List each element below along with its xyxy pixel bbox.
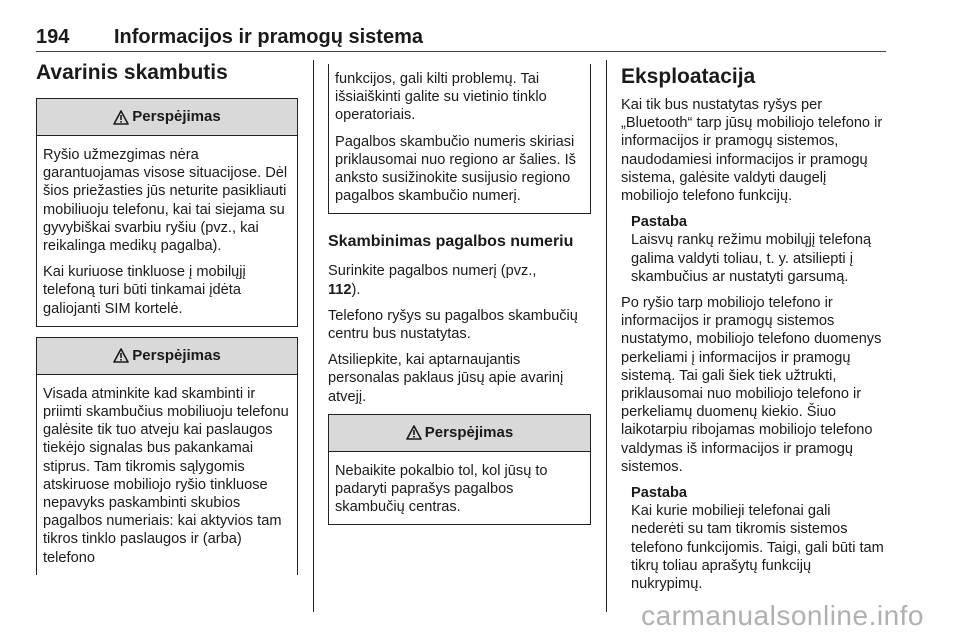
paragraph-text: Surinkite pagalbos numerį (pvz., — [328, 263, 537, 280]
warning-triangle-icon — [113, 110, 129, 125]
warning-text: Visada atminkite kad skambinti ir priimti skambučius mobiliuoju telefonu galėsite tik tuo atveju kai paslaugos tiekėjo signalas bus pakankamai stiprus. Tam tikromis sąlygomis atskiruose mobiliojo ryšio tinkluose nepavyks paskambinti skubios pagalbos numeriais: kai aktyvios tam tikros tinklo paslaugos ir (arba) telefono — [43, 385, 289, 566]
warning-text: Ryšio užmezgimas nėra garantuojamas visose situacijose. Dėl šios priežasties jūs neturite pasikliauti mobiliuoju telefonu, kai tai siejama su gyvybiškai svarbiu ryšiu (pvz., kai reikalinga medikų pagalba). — [43, 147, 288, 255]
warning-box-3 — [328, 414, 591, 526]
section-title-operation: Eksploatacija — [621, 65, 756, 88]
page-header — [36, 26, 926, 52]
note-label: Pastaba — [631, 214, 687, 231]
warning-text: Kai kuriuose tinkluose į mobilųjį telefoną turi būti tinkamai įdėta galiojanti SIM kortelė. — [43, 264, 246, 317]
note-block — [631, 213, 886, 286]
warning-body — [37, 136, 297, 326]
column-3 — [621, 64, 886, 601]
note-text: Laisvų rankų režimu mobilųjį telefoną galima valdyti toliau, t. y. atsiliepti į skambučius ar nustatyti garsumą. — [631, 232, 872, 285]
watermark: carmanualsonline.info — [641, 600, 924, 631]
warning-body — [329, 452, 590, 525]
column-divider-2 — [606, 60, 607, 612]
column-2 — [328, 64, 591, 535]
note-block — [631, 484, 886, 593]
warning-triangle-icon — [113, 348, 129, 363]
note-label: Pastaba — [631, 485, 687, 502]
warning-header — [37, 99, 297, 136]
warning-text: funkcijos, gali kilti problemų. Tai išsiaiškinti galite su vietinio tinklo operatoriais. — [335, 71, 547, 124]
warning-header — [37, 338, 297, 375]
warning-label: Perspėjimas — [424, 423, 514, 441]
warning-label: Perspėjimas — [132, 107, 221, 125]
column-1 — [36, 60, 298, 585]
warning-text: Pagalbos skambučio numeris skiriasi priklausomai nuo regiono ar šalies. Iš anksto susižinokite susijusio regiono pagalbos skambučio numerį. — [335, 133, 576, 205]
header-rule — [36, 51, 886, 52]
warning-box-1 — [36, 98, 298, 327]
warning-body — [37, 375, 297, 575]
paragraph: Kai tik bus nustatytas ryšys per „Bluetooth“ tarp jūsų mobiliojo telefono ir informacijos ir pramogų sistemos, naudodamiesi informacijos ir pramogų sistema, galėsite valdyti daugelį mobiliojo telefono funkcijų. — [621, 97, 883, 205]
paragraph-text: ). — [351, 281, 361, 298]
warning-box-2-continued — [328, 64, 591, 214]
paragraph: Telefono ryšys su pagalbos skambučių centru bus nustatytas. — [328, 307, 578, 343]
paragraph: Atsiliepkite, kai aptarnaujantis personalas paklaus jūsų apie avarinį atvejį. — [328, 352, 564, 405]
warning-header — [329, 415, 590, 452]
column-divider-1 — [313, 60, 314, 612]
emergency-number: 112 — [328, 281, 352, 298]
warning-box-2 — [36, 337, 298, 575]
warning-label: Perspėjimas — [132, 346, 221, 364]
running-title: Informacijos ir pramogų sistema — [114, 26, 423, 48]
warning-triangle-icon — [406, 425, 422, 440]
subsection-title-dialing-emergency: Skambinimas pagalbos numeriu — [328, 233, 574, 251]
paragraph — [328, 262, 591, 298]
note-text: Kai kurie mobilieji telefonai gali nederėti su tam tikromis sistemos telefono funkcijomis. Taigi, gali būti tam tikrų toliau aprašytų funkcijų nukrypimų. — [631, 503, 884, 593]
paragraph: Po ryšio tarp mobiliojo telefono ir informacijos ir pramogų sistemos nustatymo, mobiliojo telefono duomenys perkeliami į informacijos ir pramogų sistemą. Tai gali šiek tiek užtrukti, priklausomai nuo mobiliojo telefono ir perkeliamų duomenų kiekio. Šiuo laikotarpiu ribojamas mobiliojo telefono valdymas iš informacijos ir pramogų sistemos. — [621, 295, 882, 475]
warning-text: Nebaikite pokalbio tol, kol jūsų to padaryti paprašys pagalbos skambučių centras. — [335, 462, 548, 516]
warning-body — [329, 64, 590, 213]
page-number: 194 — [36, 26, 70, 48]
section-title-emergency-call: Avarinis skambutis — [36, 61, 228, 84]
